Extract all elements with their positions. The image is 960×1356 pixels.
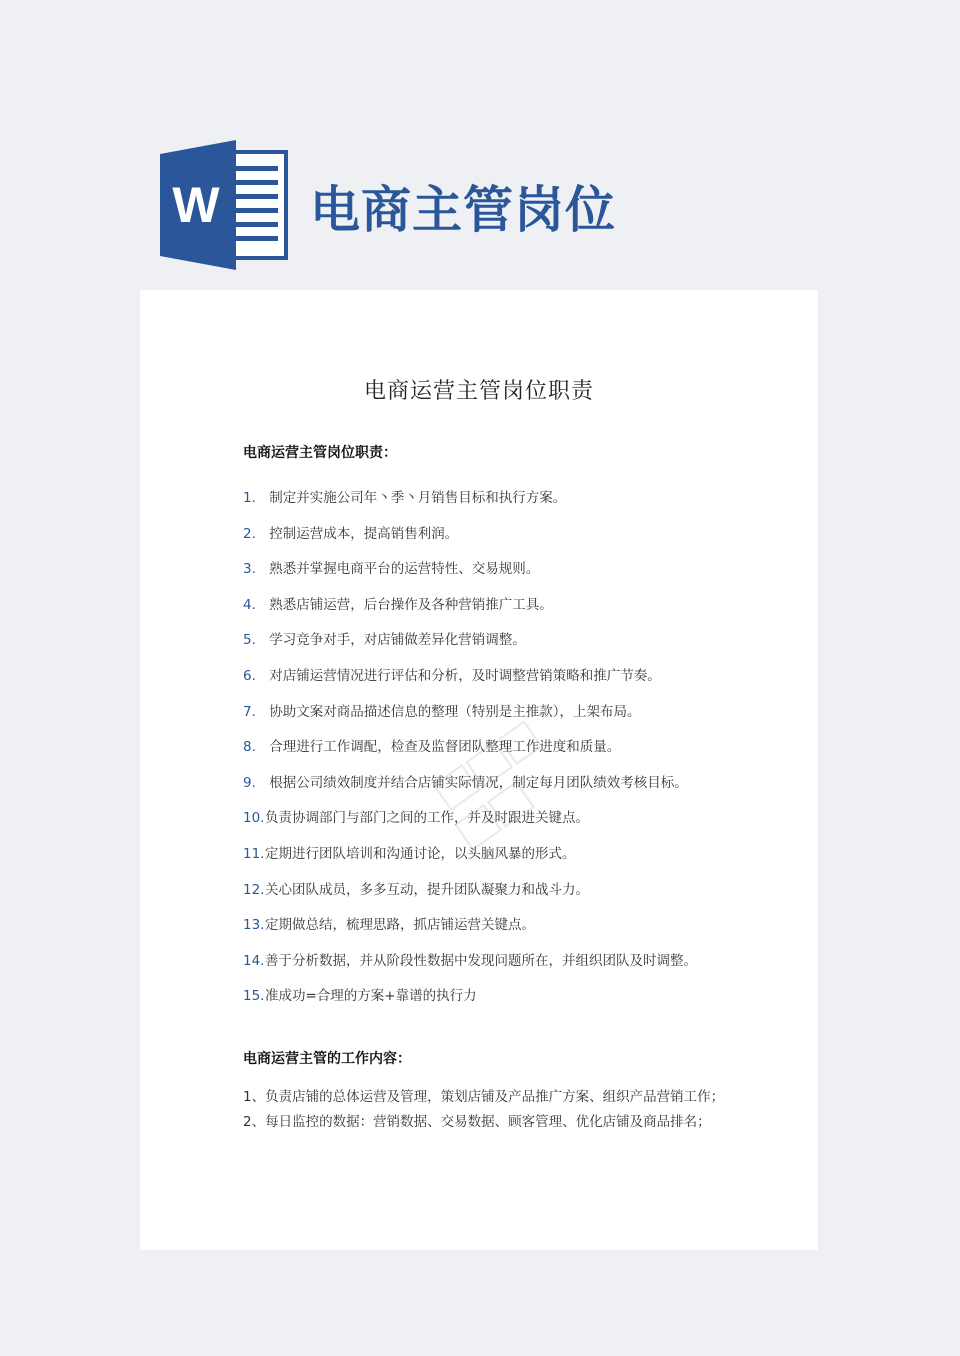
list-item xyxy=(243,628,697,664)
duties-list xyxy=(243,486,697,1020)
list-item xyxy=(243,842,697,878)
list-item-number: 5. xyxy=(243,632,256,649)
word-icon-letter: W xyxy=(172,177,220,233)
list-item-text: 根据公司绩效制度并结合店铺实际情况，制定每月团队绩效考核目标。 xyxy=(269,774,688,791)
list-item xyxy=(243,557,697,593)
list-item-number: 13. xyxy=(243,917,265,934)
list-item-text: 对店铺运营情况进行评估和分析，及时调整营销策略和推广节奏。 xyxy=(269,667,661,684)
list-item-text: 熟悉店铺运营，后台操作及各种营销推广工具。 xyxy=(269,596,553,613)
list-item-text: 善于分析数据，并从阶段性数据中发现问题所在，并组织团队及时调整。 xyxy=(265,952,697,969)
list-item xyxy=(243,878,697,914)
list-item xyxy=(243,949,697,985)
list-item xyxy=(243,771,697,807)
list-item-number: 4. xyxy=(243,596,256,613)
list-item-text: 学习竞争对手，对店铺做差异化营销调整。 xyxy=(269,632,526,649)
list-item xyxy=(243,735,697,771)
list-item-number: 6. xyxy=(243,667,256,684)
list-item: 1、负责店铺的总体运营及管理，策划店铺及产品推广方案、组织产品营销工作； xyxy=(243,1089,725,1105)
document-page xyxy=(140,290,818,1250)
list-item-number: 15. xyxy=(243,988,265,1005)
list-item-text: 控制运营成本，提高销售利润。 xyxy=(269,525,459,542)
list-item-text: 负责协调部门与部门之间的工作，并及时跟进关键点。 xyxy=(265,810,589,827)
section-heading-work-content: 电商运营主管的工作内容： xyxy=(243,1051,411,1067)
header-banner xyxy=(160,140,860,270)
list-item-number: 10. xyxy=(243,810,265,827)
list-item-text: 定期进行团队培训和沟通讨论，以头脑风暴的形式。 xyxy=(265,845,576,862)
list-item xyxy=(243,593,697,629)
word-document-icon xyxy=(160,140,290,270)
list-item xyxy=(243,522,697,558)
list-item-number: 9. xyxy=(243,774,256,791)
list-item-number: 14. xyxy=(243,952,265,969)
header-title: 电商主管岗位 xyxy=(310,181,616,239)
list-item xyxy=(243,486,697,522)
list-item xyxy=(243,806,697,842)
list-item-number: 2. xyxy=(243,525,256,542)
list-item-number: 8. xyxy=(243,739,256,756)
list-item xyxy=(243,913,697,949)
list-item-text: 准成功=合理的方案+靠谱的执行力 xyxy=(265,988,477,1005)
list-item-text: 定期做总结，梳理思路，抓店铺运营关键点。 xyxy=(265,917,535,934)
list-item xyxy=(243,984,697,1020)
list-item-text: 合理进行工作调配，检查及监督团队整理工作进度和质量。 xyxy=(269,739,621,756)
list-item xyxy=(243,664,697,700)
document-title: 电商运营主管岗位职责 xyxy=(363,379,594,404)
list-item-text: 关心团队成员，多多互动，提升团队凝聚力和战斗力。 xyxy=(265,881,589,898)
list-item-number: 12. xyxy=(243,881,265,898)
list-item-number: 7. xyxy=(243,703,256,720)
list-item-number: 3. xyxy=(243,561,256,578)
list-item-text: 熟悉并掌握电商平台的运营特性、交易规则。 xyxy=(269,561,540,578)
list-item-text: 制定并实施公司年丶季丶月销售目标和执行方案。 xyxy=(269,490,567,506)
section-heading-duties: 电商运营主管岗位职责： xyxy=(243,445,397,461)
list-item: 2、每日监控的数据：营销数据、交易数据、顾客管理、优化店铺及商品排名； xyxy=(243,1114,711,1130)
list-item-number: 11. xyxy=(243,845,265,862)
work-content-list xyxy=(243,1086,724,1136)
list-item-text: 协助文案对商品描述信息的整理（特别是主推款），上架布局。 xyxy=(269,703,641,720)
list-item xyxy=(243,700,697,736)
list-item-number: 1. xyxy=(243,490,256,506)
